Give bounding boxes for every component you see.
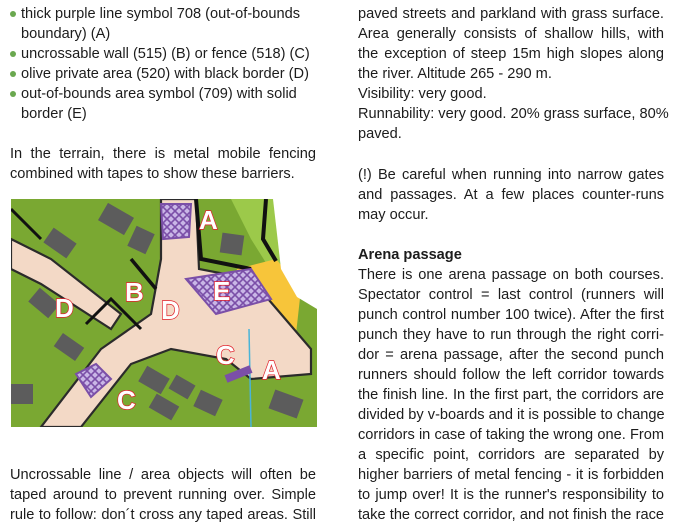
- out-of-bounds-area: [161, 204, 191, 239]
- map-graphic: [11, 199, 317, 427]
- map-label-d: D: [55, 293, 74, 323]
- text-line: rule to follow: don´t cross any taped areas. Still: [10, 507, 316, 523]
- text-line: Runnability: very good. 20% grass surface, 80%: [358, 106, 669, 122]
- legend-text: out-of-bounds area symbol (709) with solid: [21, 86, 297, 102]
- bullet-icon: [10, 11, 16, 17]
- building: [11, 384, 33, 404]
- legend-text: thick purple line symbol 708 (out-of-bounds: [21, 6, 301, 22]
- bullet-icon: [10, 71, 16, 77]
- text-line: paved.: [358, 126, 402, 142]
- warning-paragraph: [358, 165, 664, 225]
- text-line: combined with tapes to show these barriers.: [10, 166, 295, 182]
- text-line: divided by v-boards and it is possible to change: [358, 407, 665, 423]
- legend-text: olive private area (520) with black border (D): [21, 66, 309, 82]
- text-line: may occur.: [358, 207, 429, 223]
- legend-text: boundary) (A): [21, 26, 111, 42]
- text-line: Uncrossable line / area objects will often be: [10, 467, 316, 483]
- map-label-c: C: [216, 340, 235, 370]
- text-line: In the terrain, there is metal mobile fencing: [10, 146, 316, 162]
- map-label-a: A: [199, 205, 218, 235]
- map-label-e: E: [213, 276, 231, 306]
- legend-item-d: [10, 64, 316, 84]
- legend-item-e: [10, 84, 316, 124]
- map-label-c: C: [117, 385, 136, 415]
- text-line: and passages. At a few places counter-runs: [358, 187, 664, 203]
- terrain-paragraph: [10, 144, 316, 184]
- map-label-b: B: [125, 277, 144, 307]
- text-line: There is one arena passage on both courses.: [358, 267, 664, 283]
- text-line: punch control number 100 twice). After the first: [358, 307, 664, 323]
- text-line: taped around to prevent running over. Simple: [10, 487, 316, 503]
- taping-paragraph: [10, 465, 316, 525]
- arena-passage-section: [358, 245, 664, 525]
- map-label-a: A: [262, 355, 281, 385]
- section-heading: Arena passage: [358, 247, 462, 263]
- text-line: the exception of steep 15m high slopes along: [358, 46, 664, 62]
- legend-list: [10, 4, 316, 124]
- legend-item-a: [10, 4, 316, 44]
- text-line: corridors in case of taking the wrong one. From: [358, 427, 664, 443]
- map-label-d: D: [161, 295, 180, 325]
- legend-item-b-c: [10, 44, 316, 64]
- orienteering-map-excerpt: [11, 199, 317, 427]
- text-line: higher barriers of metal fencing - it is forbidden: [358, 467, 664, 483]
- legend-text: uncrossable wall (515) (B) or fence (518) (C): [21, 46, 310, 62]
- text-line: paved streets and parkland with grass surface.: [358, 6, 664, 22]
- text-line: Spectator control = last control (runners will: [358, 287, 664, 303]
- bullet-icon: [10, 91, 16, 97]
- text-line: (!) Be careful when running into narrow gates: [358, 167, 664, 183]
- text-line: the river. Altitude 265 - 290 m.: [358, 66, 552, 82]
- building: [220, 233, 245, 256]
- text-line: to jump over! It is the runner's responsibility to: [358, 487, 664, 503]
- legend-text: border (E): [21, 106, 87, 122]
- text-line: punch they have to run through the right corri-: [358, 327, 664, 343]
- text-line: Visibility: very good.: [358, 86, 487, 102]
- text-line: dor = arena passage, after the second punch: [358, 347, 664, 363]
- text-line: take the correct corridor, and not finish the race: [358, 507, 664, 523]
- text-line: a specific point, corridors are separated by: [358, 447, 664, 463]
- text-line: Area generally consists of shallow hills, with: [358, 26, 664, 42]
- terrain-description: [358, 4, 669, 144]
- text-line: the finish line. In the first part, the corridors are: [358, 387, 664, 403]
- text-line: runners should follow the left corridor towards: [358, 367, 664, 383]
- bullet-icon: [10, 51, 16, 57]
